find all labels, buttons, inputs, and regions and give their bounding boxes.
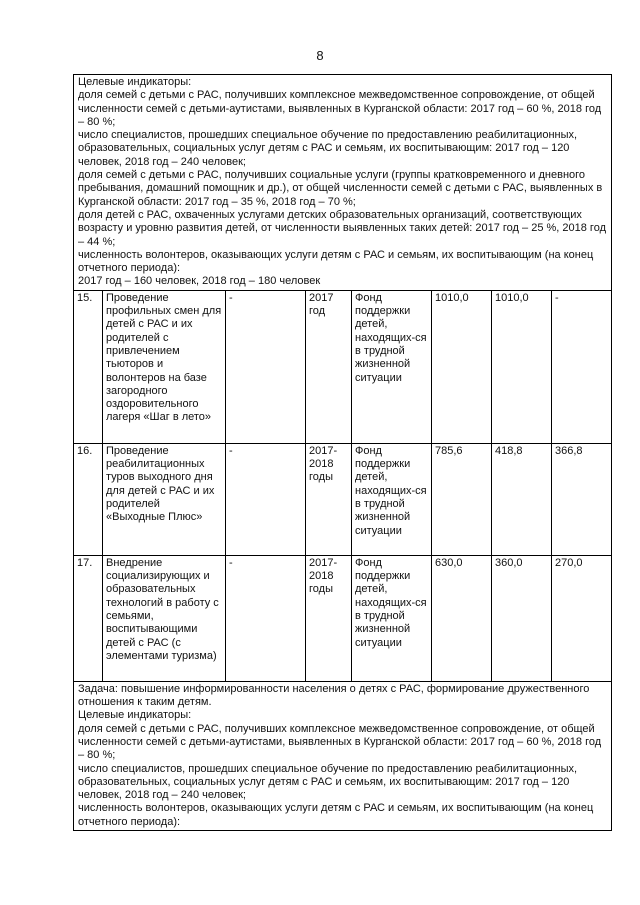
y2018-cell: 366,8: [552, 443, 612, 555]
program-table: [73, 74, 612, 831]
indicator-line: доля детей с РАС, охваченных услугами детских образовательных организаций, соответствующих возрасту и уровню развития детей, от численности выявленных таких детей: 2017 год – 25 %, 2018 год – 44 %;: [78, 208, 606, 248]
executor-cell: Фонд поддержки детей, находящих-ся в трудной жизненной ситуации: [352, 555, 432, 681]
indicator-line: Целевые индикаторы:: [78, 709, 192, 722]
total-cell: 785,6: [432, 443, 492, 555]
col3-cell: -: [226, 290, 306, 443]
period-cell: 2017-2018 годы: [306, 443, 352, 555]
indicator-line: Целевые индикаторы:: [78, 76, 192, 88]
y2017-cell: 1010,0: [492, 290, 552, 443]
indicators-bottom-row: [74, 681, 612, 830]
event-name: Внедрение социализирующих и образовательных технологий в работу с семьями, воспитывающими детей с РАС (с элементами туризма): [103, 555, 226, 681]
row-number: 17.: [74, 555, 103, 681]
indicators-bottom-cell: [74, 681, 612, 830]
y2018-cell: 270,0: [552, 555, 612, 681]
row-number: 15.: [74, 290, 103, 443]
indicator-line: доля семей с детьми с РАС, получивших комплексное межведомственное сопровождение, от общей численности семей с детьми-аутистами, выявленных в Курганской области: 2017 год – 60 %, 2018 год – 80 %;: [78, 722, 602, 762]
indicator-line: число специалистов, прошедших специальное обучение по предоставлению реабилитационных, образовательных, социальных услуг детям с РАС и семьям, их воспитывающим: 2017 год – 120 человек, 2018 год – 240 человек;: [78, 762, 578, 802]
executor-cell: Фонд поддержки детей, находящих-ся в трудной жизненной ситуации: [352, 443, 432, 555]
event-name: Проведение реабилитационных туров выходного дня для детей с РАС и их родителей «Выходные Плюс»: [103, 443, 226, 555]
row-number: 16.: [74, 443, 103, 555]
period-cell: 2017 год: [306, 290, 352, 443]
indicator-line: доля семей с детьми с РАС, получивших социальные услуги (группы кратковременного и дневного пребывания, домашний помощник и др.), от общей численности семей с детьми с РАС, выявленных в Курганской области: 2017 год – 35 %, 2018 год – 70 %;: [78, 169, 603, 208]
period-cell: 2017-2018 годы: [306, 555, 352, 681]
total-cell: 630,0: [432, 555, 492, 681]
executor-cell: Фонд поддержки детей, находящих-ся в трудной жизненной ситуации: [352, 290, 432, 443]
indicators-top-cell: [74, 75, 612, 291]
page-number: 8: [316, 48, 324, 63]
table-row: [74, 443, 612, 555]
indicator-line: численность волонтеров, оказывающих услуги детям с РАС и семьям, их воспитывающим (на конец отчетного периода):: [78, 248, 594, 275]
indicators-top-row: [74, 75, 612, 291]
indicator-line: численность волонтеров, оказывающих услуги детям с РАС и семьям, их воспитывающим (на конец отчетного периода):: [78, 802, 594, 828]
total-cell: 1010,0: [432, 290, 492, 443]
col3-cell: -: [226, 555, 306, 681]
event-name: Проведение профильных смен для детей с РАС и их родителей с привлечением тьюторов и волонтеров на базе загородного оздоровительного лагеря «Шаг в лето»: [103, 290, 226, 443]
indicator-line: число специалистов, прошедших специальное обучение по предоставлению реабилитационных, образовательных, социальных услуг детям с РАС и семьям, их воспитывающим: 2017 год – 120 человек, 2018 год – 240 человек;: [78, 129, 578, 168]
y2017-cell: 418,8: [492, 443, 552, 555]
indicator-line: доля семей с детьми с РАС, получивших комплексное межведомственное сопровождение, от общей численности семей с детьми-аутистами, выявленных в Курганской области: 2017 год – 60 %, 2018 год – 80 %;: [78, 89, 602, 128]
table-row: [74, 290, 612, 443]
table-row: [74, 555, 612, 681]
y2018-cell: -: [552, 290, 612, 443]
y2017-cell: 360,0: [492, 555, 552, 681]
indicator-line: 2017 год – 160 человек, 2018 год – 180 человек: [78, 275, 321, 288]
task-line: Задача: повышение информированности населения о детях с РАС, формирование дружественного отношения к таким детям.: [78, 682, 590, 709]
col3-cell: -: [226, 443, 306, 555]
